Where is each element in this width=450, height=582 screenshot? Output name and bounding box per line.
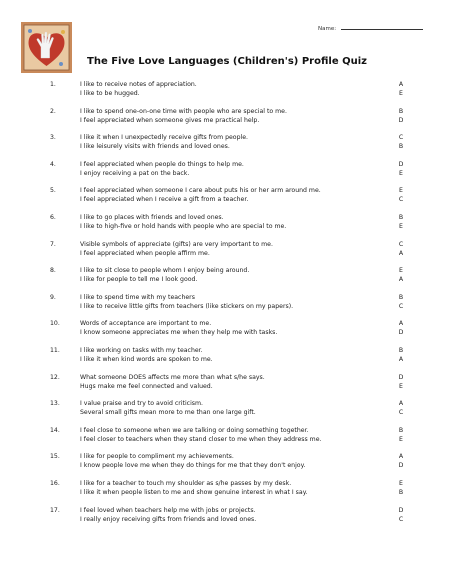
item-statements: [80, 213, 380, 231]
statement-option-1[interactable]: I like to spend time with my teachers: [80, 293, 195, 301]
letter-option-1[interactable]: D: [398, 373, 404, 381]
letter-option-1[interactable]: A: [398, 81, 404, 88]
item-letters: [396, 346, 406, 364]
statement-option-2[interactable]: I feel appreciated when people affirm me.: [80, 249, 210, 257]
item-statements: [80, 373, 380, 391]
letter-option-1[interactable]: E: [399, 480, 403, 487]
statement-option-1[interactable]: I like for people to compliment my achievements.: [80, 453, 234, 461]
heart-handprint-logo-icon: [21, 22, 72, 73]
letter-option-1[interactable]: C: [398, 240, 404, 248]
statement-option-2[interactable]: I like it when kind words are spoken to me.: [80, 356, 213, 363]
statement-option-2[interactable]: I like for people to tell me I look good.: [80, 276, 198, 284]
statement-option-1[interactable]: I like it when I unexpectedly receive gifts from people.: [80, 134, 249, 142]
letter-option-1[interactable]: A: [398, 320, 404, 328]
quiz-item: [0, 506, 450, 530]
statement-option-1[interactable]: I like to sit close to people whom I enjoy being around.: [80, 267, 250, 275]
statement-option-1[interactable]: I like to spend one-on-one time with people who are special to me.: [80, 107, 287, 115]
name-field[interactable]: [318, 26, 423, 32]
statement-option-1[interactable]: I like for a teacher to touch my shoulder as s/he passes by my desk.: [80, 480, 292, 487]
item-statements: [80, 399, 380, 417]
item-number: 8.: [50, 267, 56, 275]
item-number: 16.: [50, 480, 60, 487]
quiz-item: [0, 240, 450, 264]
letter-option-1[interactable]: A: [398, 400, 404, 408]
item-statements: [80, 479, 380, 497]
letter-option-1[interactable]: B: [398, 347, 404, 354]
quiz-item: [0, 213, 450, 237]
statement-option-2[interactable]: I feel appreciated when someone gives me practical help.: [80, 116, 260, 124]
item-number: 1.: [50, 81, 56, 88]
letter-option-1[interactable]: B: [398, 107, 404, 115]
statement-option-2[interactable]: I enjoy receiving a pat on the back.: [80, 169, 190, 177]
item-number: 10.: [50, 320, 60, 328]
quiz-item: [0, 426, 450, 450]
letter-option-2[interactable]: B: [398, 489, 404, 496]
item-number: 5.: [50, 187, 56, 195]
letter-option-1[interactable]: D: [398, 506, 404, 514]
statement-option-2[interactable]: I like to receive little gifts from teachers (like stickers on my papers).: [80, 302, 294, 310]
quiz-item: [0, 479, 450, 503]
item-statements: [80, 133, 380, 151]
statement-option-2[interactable]: Several small gifts mean more to me than one large gift.: [80, 409, 256, 417]
item-letters: [396, 133, 406, 151]
item-statements: [80, 346, 380, 364]
statement-option-1[interactable]: I feel appreciated when people do things to help me.: [80, 160, 244, 168]
letter-option-2[interactable]: D: [398, 462, 404, 470]
item-letters: [396, 319, 406, 337]
letter-option-1[interactable]: E: [399, 187, 403, 195]
item-statements: [80, 293, 380, 311]
letter-option-1[interactable]: A: [398, 453, 404, 461]
item-letters: [396, 266, 406, 284]
item-number: 13.: [50, 400, 60, 408]
statement-option-2[interactable]: I like to high-five or hold hands with people who are special to me.: [80, 223, 287, 230]
statement-option-1[interactable]: Words of acceptance are important to me.: [80, 320, 212, 328]
item-number: 7.: [50, 240, 56, 248]
item-statements: [80, 186, 380, 204]
statement-option-2[interactable]: I feel closer to teachers when they stand closer to me when they address me.: [80, 435, 322, 443]
quiz-item: [0, 293, 450, 317]
item-letters: [396, 479, 406, 497]
letter-option-2[interactable]: A: [398, 249, 404, 257]
item-number: 2.: [50, 107, 56, 115]
item-statements: [80, 319, 380, 337]
item-letters: [396, 160, 406, 178]
letter-option-2[interactable]: C: [398, 409, 404, 417]
item-statements: [80, 160, 380, 178]
letter-option-2[interactable]: A: [398, 276, 404, 284]
item-statements: [80, 266, 380, 284]
letter-option-2[interactable]: C: [398, 302, 404, 310]
quiz-item: [0, 399, 450, 423]
statement-option-1[interactable]: I feel close to someone when we are talking or doing something together.: [80, 426, 309, 434]
name-underline[interactable]: [341, 29, 423, 30]
letter-option-2[interactable]: C: [398, 196, 404, 204]
letter-option-2[interactable]: D: [398, 116, 404, 124]
statement-option-2[interactable]: I know someone appreciates me when they help me with tasks.: [80, 329, 278, 337]
item-letters: [396, 186, 406, 204]
item-letters: [396, 293, 406, 311]
item-number: 12.: [50, 373, 60, 381]
statement-option-2[interactable]: I like leisurely visits with friends and loved ones.: [80, 143, 230, 151]
statement-option-1[interactable]: I like to receive notes of appreciation.: [80, 81, 197, 88]
letter-option-2[interactable]: E: [399, 382, 403, 390]
statement-option-2[interactable]: I like to be hugged.: [80, 90, 140, 97]
item-letters: [396, 426, 406, 444]
statement-option-1[interactable]: I like working on tasks with my teacher.: [80, 347, 203, 354]
item-number: 11.: [50, 347, 60, 354]
item-statements: [80, 240, 380, 258]
statement-option-1[interactable]: Visible symbols of appreciate (gifts) are very important to me.: [80, 240, 273, 248]
statement-option-1[interactable]: I feel loved when teachers help me with jobs or projects.: [80, 506, 256, 514]
item-statements: [80, 80, 380, 98]
statement-option-2[interactable]: I feel appreciated when I receive a gift from a teacher.: [80, 196, 249, 204]
letter-option-1[interactable]: B: [398, 293, 404, 301]
quiz-item: [0, 266, 450, 290]
letter-option-1[interactable]: B: [398, 214, 404, 221]
item-letters: [396, 506, 406, 524]
quiz-item: [0, 186, 450, 210]
item-number: 15.: [50, 453, 60, 461]
letter-option-1[interactable]: C: [398, 134, 404, 142]
item-letters: [396, 213, 406, 231]
item-statements: [80, 107, 380, 125]
letter-option-1[interactable]: E: [399, 267, 403, 275]
item-number: 6.: [50, 214, 56, 221]
item-letters: [396, 373, 406, 391]
item-letters: [396, 452, 406, 470]
statement-option-1[interactable]: I like to go places with friends and loved ones.: [80, 214, 224, 221]
letter-option-2[interactable]: E: [399, 169, 403, 177]
quiz-item: [0, 373, 450, 397]
quiz-item: [0, 133, 450, 157]
quiz-item: [0, 452, 450, 476]
letter-option-2[interactable]: C: [398, 515, 404, 523]
quiz-item: [0, 346, 450, 370]
letter-option-2[interactable]: B: [398, 143, 404, 151]
item-letters: [396, 107, 406, 125]
quiz-item: [0, 160, 450, 184]
letter-option-2[interactable]: D: [398, 329, 404, 337]
letter-option-2[interactable]: E: [399, 223, 403, 230]
letter-option-2[interactable]: E: [399, 435, 403, 443]
letter-option-2[interactable]: A: [398, 356, 404, 363]
item-letters: [396, 399, 406, 417]
statement-option-2[interactable]: I know people love me when they do things for me that they don't enjoy.: [80, 462, 306, 470]
item-number: 3.: [50, 134, 56, 142]
statement-option-2[interactable]: I like it when people listen to me and show genuine interest in what I say.: [80, 489, 308, 496]
quiz-item: [0, 319, 450, 343]
letter-option-1[interactable]: D: [398, 160, 404, 168]
quiz-item: [0, 80, 450, 104]
item-statements: [80, 506, 380, 524]
quiz-item: [0, 107, 450, 131]
item-number: 4.: [50, 160, 56, 168]
statement-option-2[interactable]: I really enjoy receiving gifts from friends and loved ones.: [80, 515, 257, 523]
page-title: The Five Love Languages (Children's) Profile Quiz: [87, 56, 367, 67]
letter-option-2[interactable]: E: [399, 90, 403, 97]
item-statements: [80, 452, 380, 470]
statement-option-1[interactable]: I feel appreciated when someone I care about puts his or her arm around me.: [80, 187, 321, 195]
item-letters: [396, 80, 406, 98]
statement-option-1[interactable]: What someone DOES affects me more than what s/he says.: [80, 373, 265, 381]
letter-option-1[interactable]: B: [398, 426, 404, 434]
item-letters: [396, 240, 406, 258]
name-label: Name:: [318, 26, 338, 32]
item-statements: [80, 426, 380, 444]
item-number: 9.: [50, 293, 56, 301]
statement-option-1[interactable]: I value praise and try to avoid criticism.: [80, 400, 204, 408]
item-number: 17.: [50, 506, 60, 514]
item-number: 14.: [50, 426, 60, 434]
statement-option-2[interactable]: Hugs make me feel connected and valued.: [80, 382, 213, 390]
